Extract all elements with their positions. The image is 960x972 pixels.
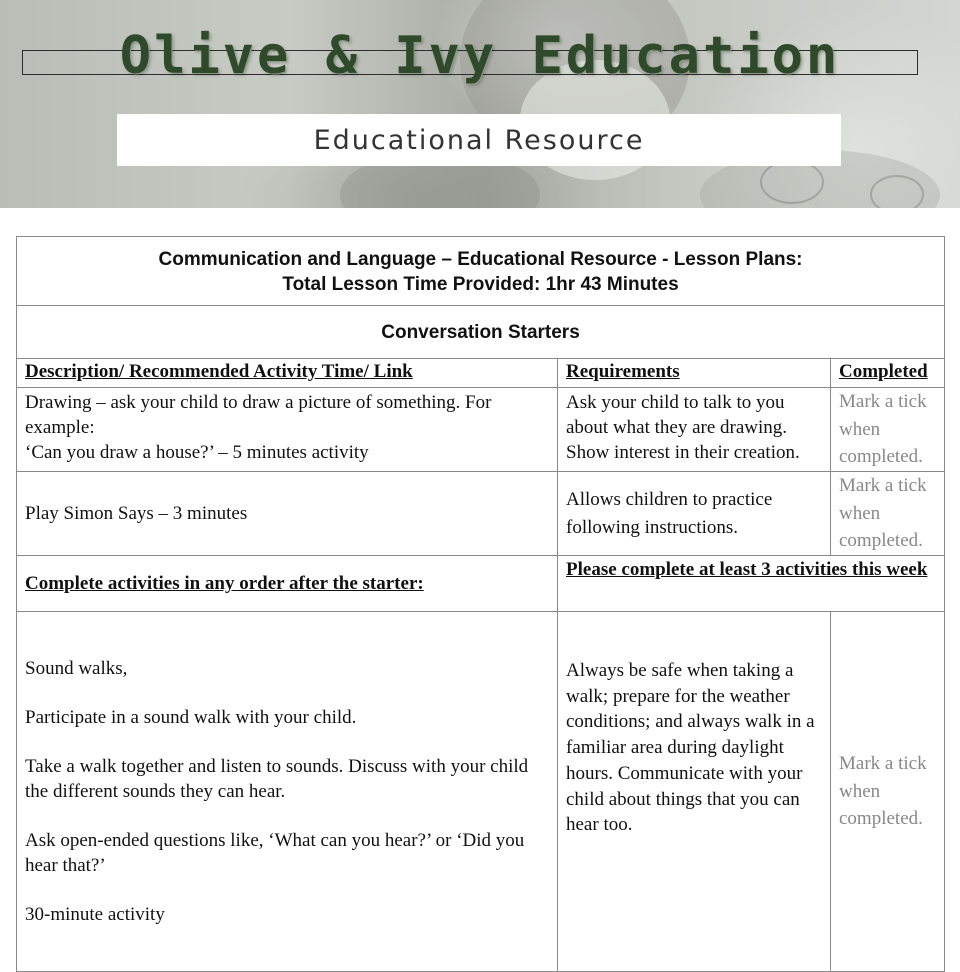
completed-note: Mark a tick when completed. [831, 612, 945, 972]
column-header-completed: Completed [831, 359, 945, 388]
lesson-plan-header [17, 237, 945, 306]
donut-pattern-icon [760, 160, 824, 204]
subtitle-text: Educational Resource [313, 124, 645, 156]
section-instruction-left: Complete activities in any order after the starter: [17, 556, 558, 612]
activity-description [17, 388, 558, 472]
activity-requirements: Ask your child to talk to you about what they are drawing. Show interest in their creation. [558, 388, 831, 472]
brand-title: Olive & Ivy Education [119, 26, 841, 86]
table-row [17, 472, 945, 556]
section-instruction-right: Please complete at least 3 activities this week [558, 556, 945, 612]
header-line-2: Total Lesson Time Provided: 1hr 43 Minutes [282, 274, 679, 295]
table-header-row [17, 237, 945, 306]
header-banner [0, 0, 960, 208]
lesson-plan-table [16, 236, 945, 972]
activity-requirements: Always be safe when taking a walk; prepare for the weather conditions; and always walk in a familiar area during daylight hours. Communicate with your child about things that you can hear too. [558, 612, 831, 972]
activity-paragraph: Participate in a sound walk with your child. [25, 707, 357, 728]
activity-paragraph: Take a walk together and listen to sounds. Discuss with your child the different sounds they can hear. [25, 756, 529, 802]
header-line-1: Communication and Language – Educational Resource - Lesson Plans: [158, 249, 803, 270]
completed-note: Mark a tick when completed. [831, 388, 945, 472]
description-line: ‘Can you draw a house?’ – 5 minutes activity [25, 442, 369, 463]
activity-paragraph: 30-minute activity [25, 904, 165, 925]
column-header-requirements: Requirements [558, 359, 831, 388]
activity-description [17, 472, 558, 556]
column-header-row [17, 359, 945, 388]
title-row [17, 306, 945, 359]
completed-note: Mark a tick when completed. [831, 472, 945, 556]
activity-description [17, 612, 558, 972]
activity-paragraph: Sound walks, [25, 658, 128, 679]
page-title: Conversation Starters [17, 306, 945, 359]
column-header-description: Description/ Recommended Activity Time/ Link [17, 359, 558, 388]
activity-requirements: Allows children to practice following instructions. [558, 472, 831, 556]
section-row [17, 556, 945, 612]
subtitle-box [117, 114, 841, 166]
description-line: Drawing – ask your child to draw a picture of something. For example: [25, 392, 492, 438]
description-line: Play Simon Says – 3 minutes [25, 503, 248, 524]
table-row [17, 612, 945, 972]
donut-pattern-icon [870, 175, 924, 208]
activity-paragraph: Ask open-ended questions like, ‘What can you hear?’ or ‘Did you hear that?’ [25, 830, 525, 876]
table-row [17, 388, 945, 472]
